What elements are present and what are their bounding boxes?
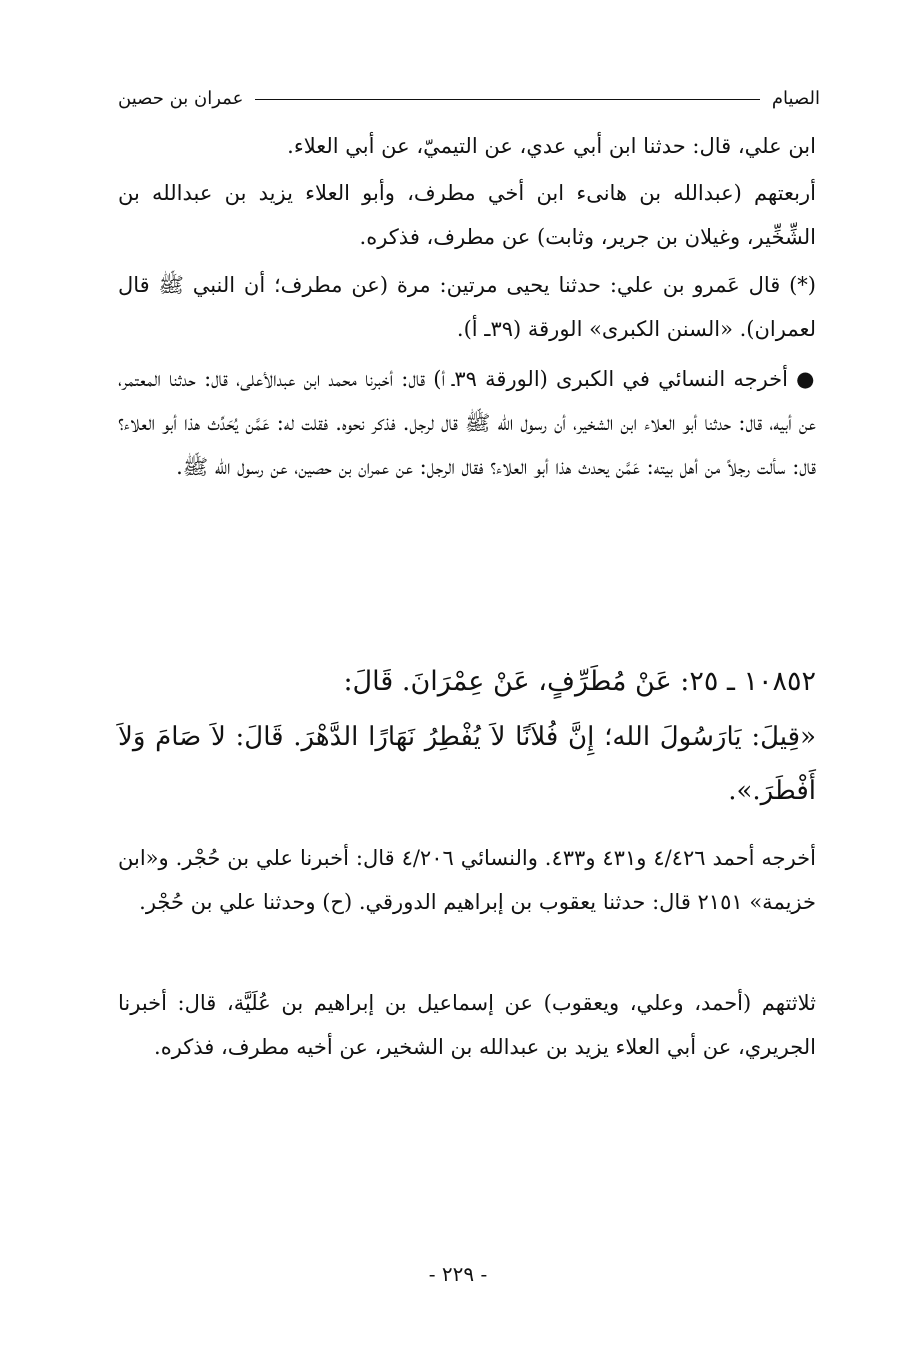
paragraph-takhrij: أخرجه أحمد ٤/٤٢٦ و٤٣١ و٤٣٣. والنسائي ٤/٢٠٦ قال: أخبرنا علي بن حُجْر. و«ابن خزيمة» ٢١٥١ قال: حدثنا يعقوب بن إبراهيم الدورقي. (ح) وحدثنا علي بن حُجْر. [118,846,816,914]
hadith-heading: ١٠٨٥٢ ـ ٢٥: عَنْ مُطَرِّفٍ، عَنْ عِمْرَانَ. قَالَ: [343,666,816,697]
header-section-title: عمران بن حصين [118,88,244,109]
paragraph-note: (*) قال عَمرو بن علي: حدثنا يحيى مرتين: مرة (عن مطرف؛ أن النبي ﷺ قال لعمران). «السنن الكبرى» الورقة (٣٩ـ أ). [118,273,816,341]
paragraph-nasai-takhrij: ● أخرجه النسائي في الكبرى (الورقة ٣٩ـ أ) قال: أخبرنا محمد ابن عبدالأعلى، قال: حدثنا المعتمر، عن أبيه، قال: حدثنا أبو العلاء ابن الشخير، أن رسول الله ﷺ قال لرجل. فذكر نحوه. فقلت له: عَمَّن يُحَدِّث هذا أبو العلاء؟ قال: سألت رجلاً من أهل بيته: عَمَّن يحدث هذا أبو العلاء؟ فقال الرجل: عن عمران بن حصين، عن رسول الله ﷺ. [118,367,816,479]
header-rule [255,99,760,100]
paragraph-three-narrators: ثلاثتهم (أحمد، وعلي، ويعقوب) عن إسماعيل بن إبراهيم بن عُلَيَّة، قال: أخبرنا الجريري، عن أبي العلاء يزيد بن عبدالله بن الشخير، عن أخيه مطرف، فذكره. [118,991,816,1059]
page-number: - ٢٢٩ - [428,1262,488,1286]
paragraph-chain-end: ابن علي، قال: حدثنا ابن أبي عدي، عن التيميّ، عن أبي العلاء. [287,134,816,158]
paragraph-four-narrators: أربعتهم (عبدالله بن هانىء ابن أخي مطرف، وأبو العلاء يزيد بن عبدالله بن الشِّخِّير، وغيلان بن جرير، وثابت) عن مطرف، فذكره. [118,181,816,249]
header-chapter-title: الصيام [771,88,820,109]
running-header [118,84,820,114]
hadith-text: «قِيلَ: يَارَسُولَ الله؛ إِنَّ فُلاَنًا لاَ يُفْطِرُ نَهَارًا الدَّهْرَ. قَالَ: لاَ صَامَ وَلاَ أَفْطَرَ.». [118,722,816,806]
